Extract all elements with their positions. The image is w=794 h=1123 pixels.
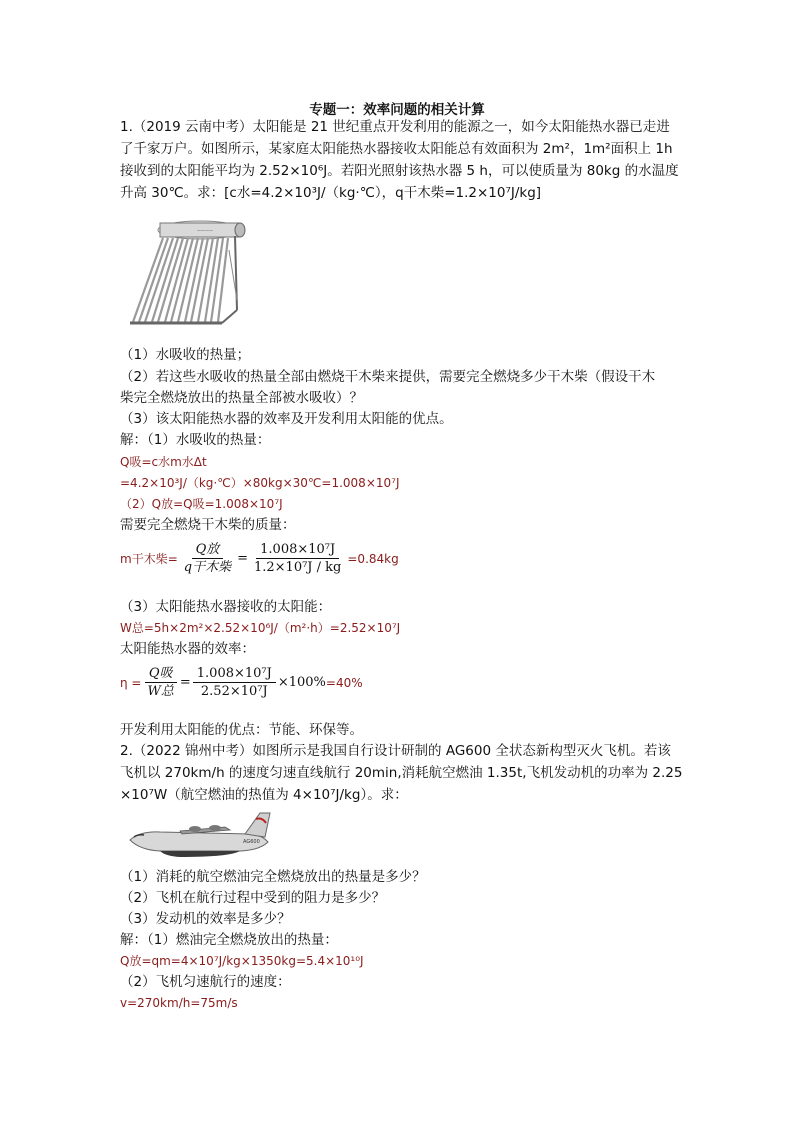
q1-answer-qfang: （2）Q放=Q吸=1.008×10⁷J — [120, 497, 283, 511]
efficiency-fraction-numeric — [193, 665, 276, 700]
q2-answer-speed-label: （2）飞机匀速航行的速度： — [120, 974, 291, 990]
q1-subquestion-2b: 柴完全燃烧放出的热量全部被水吸收）？ — [120, 390, 363, 406]
mass-fraction-symbolic-num: Q放 — [192, 541, 224, 559]
q2-answer-heading: 解：（1）燃油完全燃烧放出的热量： — [120, 932, 338, 948]
q1-answer-efficiency-label: 太阳能热水器的效率： — [120, 641, 255, 657]
efficiency-result: =40% — [325, 675, 363, 690]
efficiency-fraction-numeric-num: 1.008×10⁷J — [193, 665, 276, 683]
q1-text-line-4: 升高 30℃。求：[c水=4.2×10³J/（kg·℃），q干木柴=1.2×10⁷J/kg] — [120, 185, 542, 201]
mass-fraction-numeric-den: 1.2×10⁷J / kg — [253, 560, 342, 575]
efficiency-lhs: η = — [120, 675, 142, 690]
q1-subquestion-3: （3）该太阳能热水器的效率及开发利用太阳能的优点。 — [120, 411, 453, 427]
q2-subquestion-2: （2）飞机在航行过程中受到的阻力是多少？ — [120, 890, 386, 906]
mass-fraction-symbolic-den: q干木柴 — [183, 560, 232, 575]
mass-lhs: m干木柴= — [120, 552, 178, 566]
q1-answer-mass-label: 需要完全燃烧干木柴的质量： — [120, 517, 296, 533]
q1-answer-heat: =4.2×10³J/（kg·℃）×80kg×30℃=1.008×10⁷J — [120, 476, 400, 490]
q2-text-line-2: 飞机以 270km/h 的速度匀速直线航行 20min,消耗航空燃油 1.35t,飞机发动机的功率为 2.25 — [120, 765, 683, 781]
q2-text-line-1: 2.（2022 锦州中考）如图所示是我国自行设计研制的 AG600 全状态新构型灭火飞机。若该 — [120, 743, 671, 759]
q1-answer-advantages: 开发利用太阳能的优点：节能、环保等。 — [120, 722, 363, 738]
page-title: 专题一：效率问题的相关计算 — [309, 102, 485, 118]
q1-subquestion-1: （1）水吸收的热量； — [120, 347, 251, 363]
efficiency-fraction-numeric-den: 2.52×10⁷J — [200, 684, 268, 699]
mass-fraction-symbolic — [180, 541, 235, 576]
mass-fraction-numeric-num: 1.008×10⁷J — [256, 541, 339, 559]
q2-answer-speed: v=270km/h=75m/s — [120, 996, 238, 1010]
efficiency-fraction-symbolic-num: Q吸 — [145, 665, 177, 683]
q1-text-line-3: 接收到的太阳能平均为 2.52×10⁶J。若阳光照射该热水器 5 h，可以使质量为 80kg 的水温度 — [120, 163, 679, 179]
q1-answer-total-energy: W总=5h×2m²×2.52×10⁶J/（m²·h）=2.52×10⁷J — [120, 621, 401, 635]
svg-text:————: ———— — [197, 228, 213, 233]
q1-text-line-1: 1.（2019 云南中考）太阳能是 21 世纪重点开发利用的能源之一，如今太阳能热水器已走进 — [120, 119, 670, 135]
q1-answer-received-label: （3）太阳能热水器接收的太阳能： — [120, 599, 332, 615]
efficiency-fraction-symbolic-den: W总 — [147, 684, 174, 699]
efficiency-percent: ×100% — [277, 675, 326, 690]
solar-water-heater-image — [125, 210, 250, 335]
q2-text-line-3: ×10⁷W（航空燃油的热值为 4×10⁷J/kg）。求： — [120, 787, 408, 803]
seaplane-image — [120, 807, 275, 862]
q2-subquestion-1: （1）消耗的航空燃油完全燃烧放出的热量是多少？ — [120, 869, 426, 885]
q2-answer-heat: Q放=qm=4×10⁷J/kg×1350kg=5.4×10¹⁰J — [120, 954, 364, 968]
q1-mass-equation: m干木柴= $\frac{\text{Q放}}{\text{q干木柴}}$ = $\frac{\text{1.008×10⁷J}}{\text{1.2×10⁷J / kg}}$ =0.84kg — [120, 542, 399, 575]
mass-fraction-numeric — [250, 541, 345, 576]
q1-efficiency-equation: η = $\frac{\text{Q吸}}{\text{W总}}$ = $\frac{\text{1.008×10⁷J}}{\text{2.52×10⁷J}}$ ×100% =40% — [120, 666, 363, 699]
svg-text:AG600: AG600 — [243, 839, 260, 845]
q2-subquestion-3: （3）发动机的效率是多少？ — [120, 911, 291, 927]
q1-answer-heading: 解：（1）水吸收的热量： — [120, 432, 271, 448]
efficiency-fraction-symbolic — [143, 665, 177, 700]
q1-subquestion-2a: （2）若这些水吸收的热量全部由燃烧干木柴来提供，需要完全燃烧多少干木柴（假设干木 — [120, 369, 656, 385]
q1-text-line-2: 了千家万户。如图所示，某家庭太阳能热水器接收太阳能总有效面积为 2m²，1m²面积上 1h — [120, 141, 673, 157]
mass-result: =0.84kg — [347, 551, 399, 566]
q1-answer-formula: Q吸=c水m水Δt — [120, 455, 207, 469]
